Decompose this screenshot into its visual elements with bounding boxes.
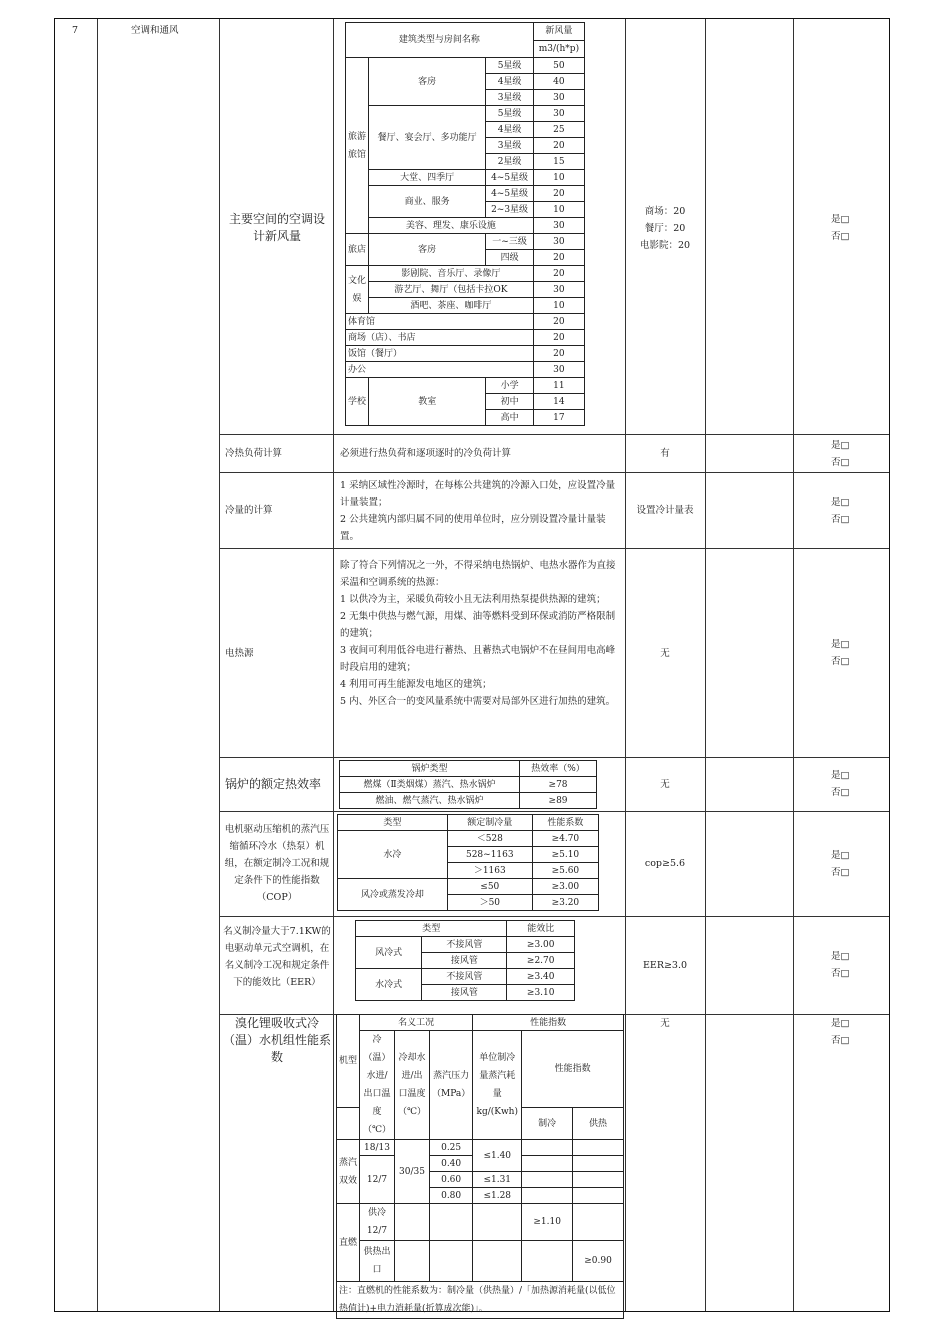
checkbox-cold-measure[interactable]: 是□ 否□ bbox=[831, 497, 850, 525]
checkbox-libr[interactable]: 是□ 否□ bbox=[831, 1018, 850, 1046]
item-cold-measure: 冷量的计算 bbox=[225, 505, 273, 516]
checkbox-load-calc[interactable]: 是□ 否□ bbox=[831, 440, 850, 468]
checkbox-cop[interactable]: 是□ 否□ bbox=[831, 850, 850, 878]
result-cop: cop≥5.6 bbox=[644, 858, 686, 869]
section-name: 空调和通风 bbox=[131, 25, 179, 36]
result-cold-measure: 设置冷计量表 bbox=[636, 505, 694, 516]
checklist-sheet bbox=[54, 18, 890, 1312]
req-electric-heat: 除了符合下列情况之一外，不得采纳电热锅炉、电热水器作为直接采温和空调系统的热源： 1 以供冷为主，采暖负荷较小且无法利用热泵提供热源的建筑； 2 无集中供热与燃气源，用煤、油等燃料受到环保或消防严格限制的建筑； 3 夜间可利用低谷电进行蓄热、且蓄热式电锅炉不在昼间用电高峰时段启用的建筑； 4 利用可再生能源发电地区的建筑； 5 内、外区合一的变风量系统中需要对局部外区进行加热的建筑。 bbox=[340, 560, 616, 707]
item-boiler: 锅炉的额定热效率 bbox=[225, 777, 322, 791]
item-electric-heat: 电热源 bbox=[225, 648, 254, 659]
checkbox-boiler[interactable]: 是□ 否□ bbox=[831, 770, 850, 798]
result-boiler: 无 bbox=[660, 779, 670, 790]
cop-table: 类型 额定制冷量 性能系数 水冷 ＜528 ≥4.70 528~1163 ≥5.10 ＞1163 ≥5.60 风冷或蒸发冷却 ≤50 ≥3.00 ＞50 ≥3.20 bbox=[337, 814, 599, 911]
section-number: 7 bbox=[72, 25, 79, 36]
item-fresh-air: 主要空间的空调设计新风量 bbox=[228, 212, 325, 243]
item-eer: 名义制冷量大于7.1KW的电驱动单元式空调机，在名义制冷工况和规定条件下的能效比（EER） bbox=[223, 926, 331, 988]
result-fresh-air: 商场：20 餐厅：20 电影院：20 bbox=[639, 206, 691, 251]
checkbox-fresh-air[interactable]: 是□ 否□ bbox=[831, 214, 850, 242]
eer-table: 类型 能效比 风冷式 不接风管 ≥3.00 接风管 ≥2.70 水冷式 不接风管 ≥3.40 接风管 ≥3.10 bbox=[355, 920, 575, 1001]
libr-table: 机型 名义工况 性能指数 冷（温）水进/出口温度（℃） 冷却水进/出口温度（℃） 蒸汽压力（MPa） 单位制冷量蒸汽耗量kg/(Kwh) 性能指数 制冷 供热 蒸汽双效 18/13 30/35 0.25 ≤1.40 12/7 0.40 0.60 ≤1.31 0.80 ≤1.28 直燃 供冷12/7 ≥1.10 供热出口 ≥0.90 注：直燃机的性能系数为：制冷量（供热量）/「加热源消耗量(以低位热值计)+电力消耗量(折算成次能)」。 bbox=[336, 1014, 624, 1319]
result-libr: 无 bbox=[660, 1018, 670, 1029]
fresh-air-table: 建筑类型与房间名称 新风量 m3/(h*p) 旅游旅馆 客房 5星级 50 4星级 40 3星级 30 餐厅、宴会厅、多功能厅 5星级 30 4星级 25 3星级 20 2星级 15 大堂、四季厅 4~5星级 10 商业、服务 4~5星级 20 2~3星级 10 美容、理发、康乐设施 30 旅店 客房 一~三级 30 四级 20 文化娱 影剧院、音乐厅、录像厅 20 游艺厅、舞厅（包括卡拉OK 30 酒吧、茶座、咖啡厅 10 体育馆 20 商场（店）、书店 20 饭馆（餐厅） 20 办公 30 学校 教室 小学 11 初中 14 高中 17 bbox=[345, 22, 585, 426]
result-electric-heat: 无 bbox=[660, 648, 670, 659]
req-cold-measure: 1 采纳区域性冷源时，在每栋公共建筑的冷源入口处，应设置冷量计量装置； 2 公共建筑内部归属不同的使用单位时，应分别设置冷量计量装置。 bbox=[340, 480, 616, 542]
checkbox-electric-heat[interactable]: 是□ 否□ bbox=[831, 639, 850, 667]
boiler-table: 锅炉类型 热效率（%） 燃煤（Ⅱ类烟煤）蒸汽、热水锅炉 ≥78 燃油、燃气蒸汽、热水锅炉 ≥89 bbox=[339, 760, 597, 809]
item-cop: 电机驱动压缩机的蒸汽压缩循环冷水（热泵）机组，在额定制冷工况和规定条件下的性能指数（COP） bbox=[224, 824, 330, 903]
checkbox-eer[interactable]: 是□ 否□ bbox=[831, 951, 850, 979]
result-eer: EER≥3.0 bbox=[642, 960, 688, 971]
item-load-calc: 冷热负荷计算 bbox=[225, 448, 283, 459]
req-load-calc: 必须进行热负荷和逐项逐时的冷负荷计算 bbox=[340, 448, 512, 459]
item-libr: 溴化锂吸收式冷（温）水机组性能系数 bbox=[223, 1016, 332, 1064]
result-load-calc: 有 bbox=[660, 448, 670, 459]
